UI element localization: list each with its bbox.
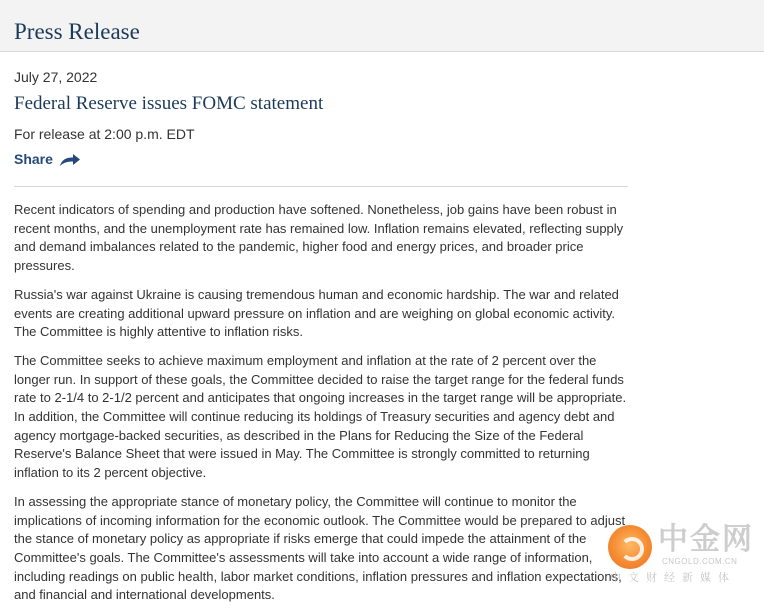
- page-header: [0, 0, 764, 52]
- share-button[interactable]: [14, 151, 81, 167]
- article-title: Federal Reserve issues FOMC statement: [14, 93, 324, 114]
- page-title: Press Release: [14, 19, 140, 44]
- article-body: [14, 201, 628, 615]
- watermark-url: CNGOLD.COM.CN: [662, 557, 738, 566]
- share-label: Share: [14, 151, 53, 167]
- logo-coin-icon: [608, 525, 652, 569]
- watermark-subtitle: 中文财经新媒体: [610, 571, 736, 584]
- paragraph: Russia's war against Ukraine is causing tremendous human and economic hardship. The war and related events are creating additional upward pressure on inflation and are weighing on global economic activity. The Committee is highly attentive to inflation risks.: [14, 286, 619, 340]
- share-arrow-icon: [59, 153, 81, 167]
- paragraph: In assessing the appropriate stance of monetary policy, the Committee will continue to monitor the implications of incoming information for the economic outlook. The Committee would be prepared to adjust the stance of monetary policy as appropriate if risks emerge that could impede the attainment of the Committee's goals. The Committee's assessments will take into account a wide range of information, including readings on public health, labor market conditions, inflation pressures and inflation expectations, and financial and international developments.: [14, 493, 626, 603]
- divider: [14, 186, 628, 187]
- release-time: For release at 2:00 p.m. EDT: [14, 126, 195, 142]
- paragraph: The Committee seeks to achieve maximum employment and inflation at the rate of 2 percent over the longer run. In support of these goals, the Committee decided to raise the target range for the federal funds rate to 2-1/4 to 2-1/2 percent and anticipates that ongoing increases in the target range will be appropriate. In addition, the Committee will continue reducing its holdings of Treasury securities and agency debt and agency mortgage-backed securities, as described in the Plans for Reducing the Size of the Federal Reserve's Balance Sheet that were issued in May. The Committee is strongly committed to returning inflation to its 2 percent objective.: [14, 352, 627, 481]
- release-date: July 27, 2022: [14, 69, 98, 85]
- watermark-logo: [606, 521, 758, 585]
- paragraph: Recent indicators of spending and production have softened. Nonetheless, job gains have been robust in recent months, and the unemployment rate has remained low. Inflation remains elevated, reflecting supply and demand imbalances related to the pandemic, higher food and energy prices, and broader price pressures.: [14, 202, 624, 274]
- watermark-name: 中金网: [658, 522, 754, 557]
